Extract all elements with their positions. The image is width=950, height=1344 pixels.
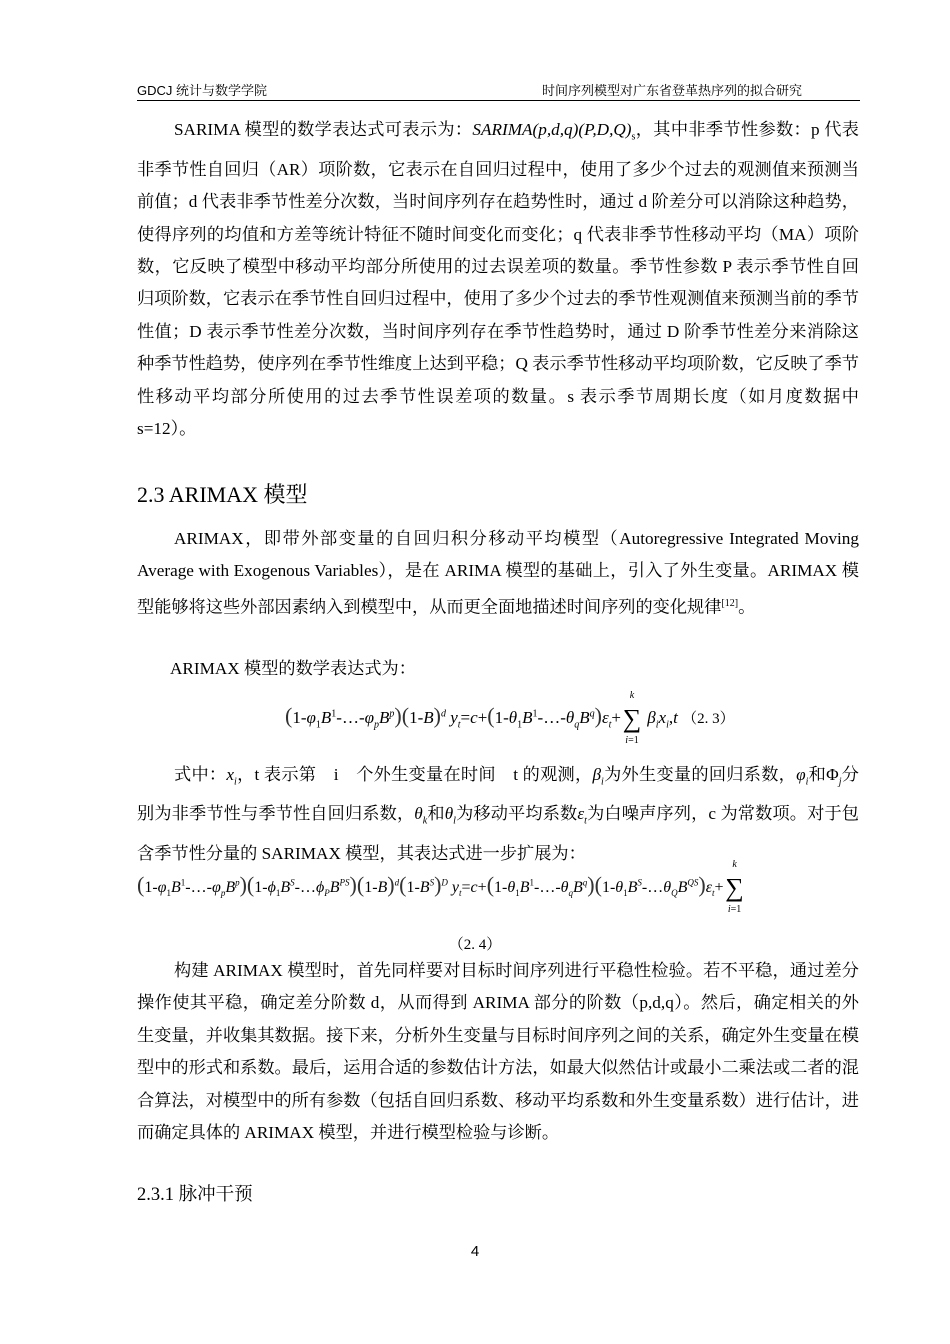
sarima-formula-name: SARIMA — [472, 120, 533, 139]
paragraph-arimax-intro — [137, 523, 859, 624]
sarima-lead: SARIMA 模型的数学表达式可表示为： — [174, 120, 473, 139]
arimax-intro-end: 。 — [738, 597, 756, 617]
sarima-formula-sub: s — [631, 131, 636, 143]
symbols-text-f: 和 — [427, 804, 445, 824]
equation-2-4: $(1-\varphi_1B^1-\dots-\varphi_pB^p)(1-\phi_1B^S-\dots\phi_PB^{PS})(1-B)^d(1-B^S)^D$ $y_t=c+(1-\theta_1B^1-\dots-\theta_qB^q)(1-\theta_1B^S-\dots\theta_QB^{QS})\varepsilon_t+$ k ∑ i=1 — [137, 859, 744, 916]
symbols-text-d: 和 — [808, 765, 827, 784]
symbols-text-b: ，t 表示第 i 个外生变量在时间 t 的观测， — [236, 765, 593, 784]
paragraph-arimax-build: 构建 ARIMAX 模型时，首先同样要对目标时间序列进行平稳性检验。若不平稳，通过差分操作使其平稳，确定差分阶数 d，从而得到 ARIMA 部分的阶数（p,d,q）。然后，确定相关的外生变量，并收集其数据。接下来，分析外生变量与目标时间序列之间的关系，确定外生变量在模型中的形式和系数。最后，运用合适的参数估计方法，如最大似然估计或最小二乘法或二者的混合算法，对模型中的所有参数（包括自回归系数、移动平均系数和外生变量系数）进行估计，进而确定具体的 ARIMAX 模型，并进行模型检验与诊断。 — [137, 961, 859, 1143]
running-header — [137, 80, 860, 101]
symbols-text-a: 式中： — [174, 765, 227, 784]
symbol-theta: θ — [414, 804, 423, 824]
header-left: GDCJ 统计与数学学院 — [137, 83, 268, 98]
symbol-x: x — [226, 765, 235, 784]
symbol-beta: β — [592, 765, 602, 784]
sarima-tail: ，其中非季节性参数：p 代表非季节性自回归（AR）项阶数，它表示在自回归过程中，使用了多少个过去的观测值来预测当前值；d 代表非季节性差分次数，当时间序列存在趋势性时，通过 d 阶差分可以消除这种趋势，使得序列的均值和方差等统计特征不随时间变化而变化；q 代表非季节性移动平均（MA）项阶数，它反映了模型中移动平均部分所使用的过去误差项的数量。季节性参数 P 表示季节性自回归项阶数，它表示在季节性自回归过程中，使用了多少个过去的季节性观测值来预测当前的季节性值；D 表示季节性差分次数，当时间序列存在季节性趋势时，通过 D 阶季节性差分来消除这种季节性趋势，使序列在季节性维度上达到平稳；Q 表示季节性移动平均项阶数，它反映了季节性移动平均部分所使用的过去季节性误差项的数量。s 表示季节周期长度（如月度数据中 s=12）。 — [137, 120, 859, 439]
symbols-text-g: 为移动平均系数 — [455, 804, 578, 824]
section-heading-2-3: 2.3 ARIMAX 模型 — [137, 482, 308, 507]
symbol-epsilon: ε — [577, 804, 585, 824]
arimax-intro-text: ARIMAX，即带外部变量的自回归积分移动平均模型（Autoregressive Integrated Moving Average with Exogenous Variables），是在 ARIMA 模型的基础上，引入了外生变量。ARIMAX 模型能够将这些外部因素纳入到模型中，从而更全面地描述时间序列的变化规律 — [137, 529, 859, 617]
page-number: 4 — [470, 1243, 480, 1260]
symbols-text-e: 分别为非季节性与季节性自回归系数， — [137, 765, 859, 824]
symbols-text-c: 为外生变量的回归系数， — [603, 765, 797, 784]
citation-ref: [12] — [721, 597, 739, 609]
header-right: 时间序列模型对广东省登革热序列的拟合研究 — [541, 83, 802, 98]
symbol-Phi: Φ — [826, 765, 839, 784]
equation-number-2-4: （2. 4） — [448, 937, 502, 953]
equation-2-3: $(1-\varphi_1B^1-\dots-\varphi_pB^p)(1-B)^d$ $y_t=c+(1-\theta_1B^1-\dots-\theta_qB^q)\varepsilon_t+$ k ∑ i=1 $\beta_ix_i,t$ （2. 3） — [285, 690, 735, 747]
paragraph-sarima — [137, 114, 859, 446]
equation-number-2-3: （2. 3） — [682, 711, 735, 727]
paragraph-arimax-formula-lead: ARIMAX 模型的数学表达式为： — [170, 659, 416, 678]
symbol-phi: φ — [796, 765, 806, 784]
subsection-heading-2-3-1: 2.3.1 脉冲干预 — [137, 1185, 253, 1205]
symbols-text-h: 为白噪声序列，c 为常数项。对于包含季节性分量的 SARIMAX 模型，其表达式进一步扩展为： — [137, 804, 859, 863]
sarima-formula-args: (p,d,q)(P,D,Q) — [532, 120, 632, 139]
paragraph-symbols: 式中：$x_i$，t 表示第 i 个外生变量在时间 t 的观测，$\beta_i$为外生变量的回归系数，$\varphi_i$和$\Phi_j$分别为非季节性与季节性自回归系数，$\theta_k$和$\theta_l$为移动平均系数$\varepsilon_t$为白噪声序列，c 为常数项。对于包含季节性分量的 SARIMAX 模型，其表达式进一步扩展为： — [137, 765, 859, 863]
symbol-Theta: θ — [444, 804, 454, 824]
